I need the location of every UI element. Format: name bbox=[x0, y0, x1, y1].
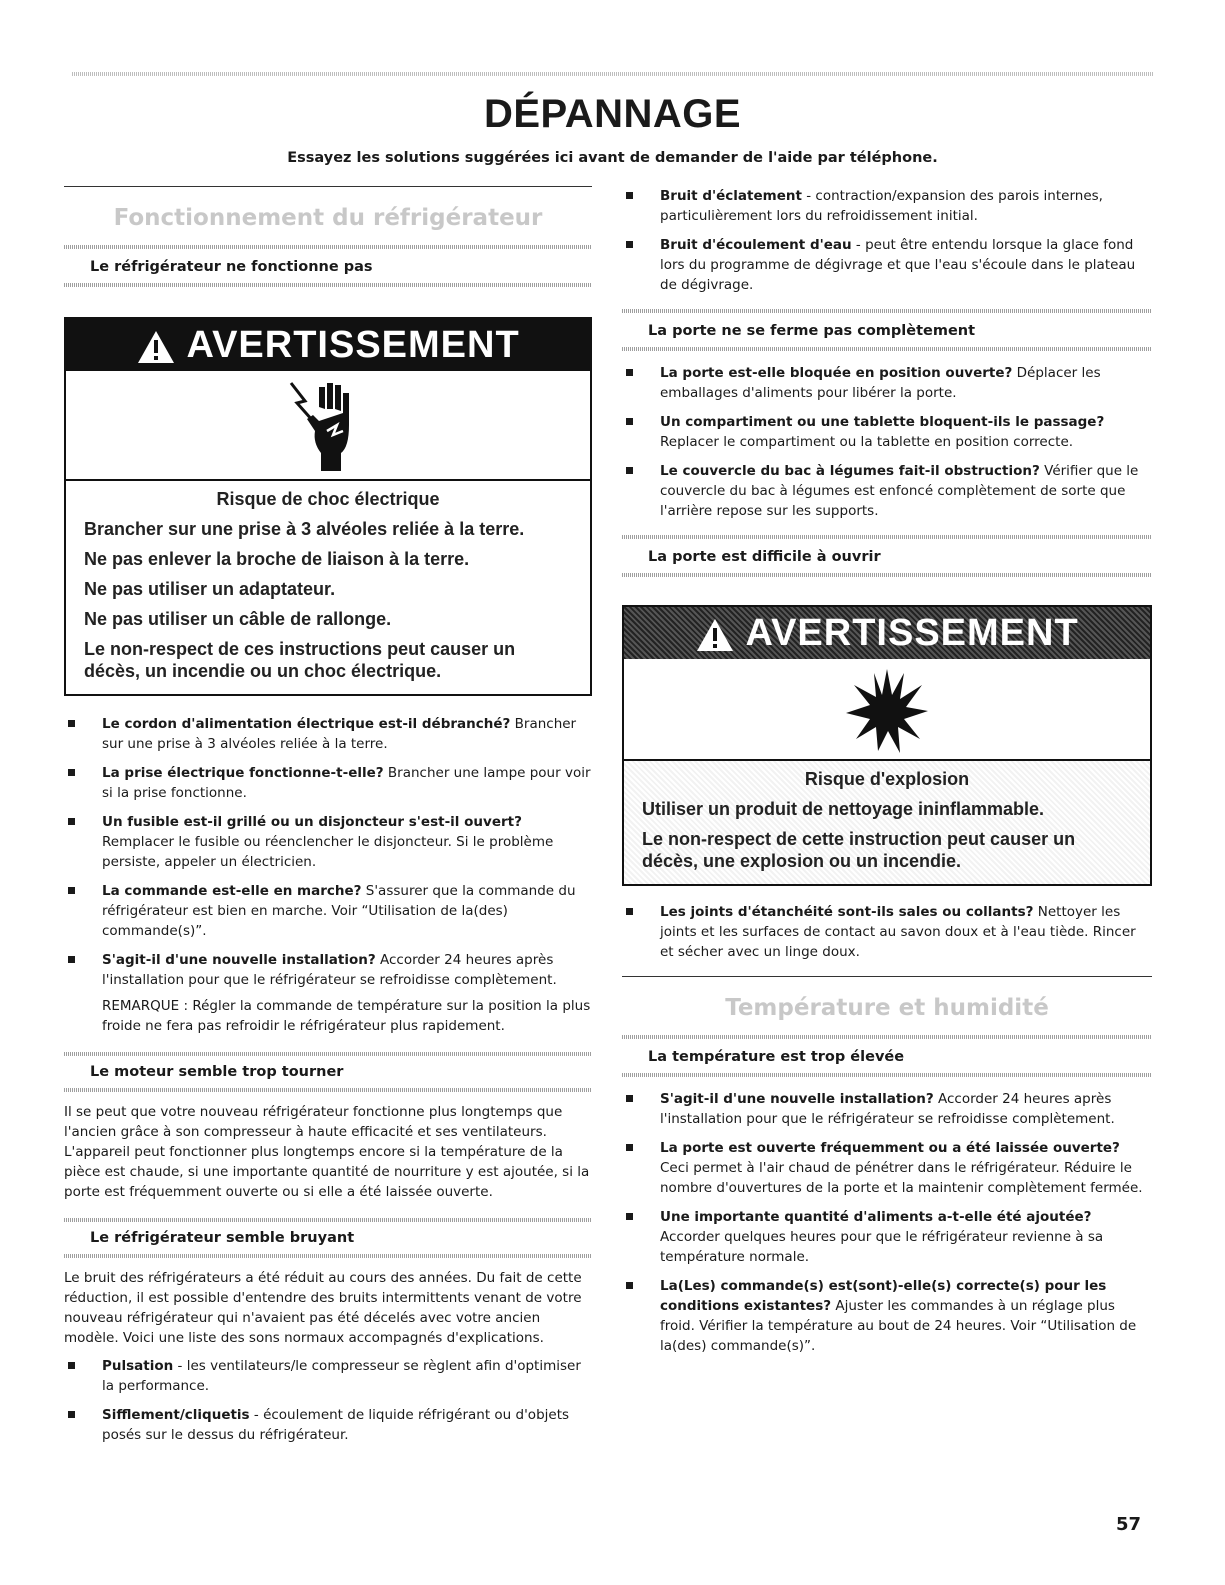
warning-line: Le non-respect de ces instructions peut causer un décès, un incendie ou un choc électrique. bbox=[84, 639, 516, 681]
warning-risk-title: Risque de choc électrique bbox=[216, 489, 440, 509]
list-item: Un compartiment ou une tablette bloquent-ils le passage? Replacer le compartiment ou la tablette en position correcte. bbox=[622, 412, 1152, 452]
top-dotted-rule bbox=[72, 72, 1153, 76]
list-item: Une importante quantité d'aliments a-t-elle été ajoutée? Accorder quelques heures pour que le réfrigérateur revienne à sa température normale. bbox=[622, 1207, 1152, 1267]
bullet-list bbox=[622, 363, 1152, 521]
subhead-ne-fonctionne-pas: Le réfrigérateur ne fonctionne pas bbox=[90, 259, 373, 275]
list-item: La(Les) commande(s) est(sont)-elle(s) correcte(s) pour les conditions existantes? Ajuster les commandes à un réglage plus froid. Vérifier la température au bout de 24 heures. Voir “Utilisation de la(des) commande(s)”. bbox=[622, 1276, 1152, 1356]
bullet-list bbox=[64, 1356, 592, 1445]
section-rule bbox=[622, 976, 1152, 977]
list-item: Bruit d'éclatement - contraction/expansion des parois internes, particulièrement lors du refroidissement initial. bbox=[622, 186, 1152, 226]
list-item: Bruit d'écoulement d'eau - peut être entendu lorsque la glace fond lors du programme de dégivrage et que l'eau s'écoule dans le plateau de dégivrage. bbox=[622, 235, 1152, 295]
warning-header: AVERTISSEMENT bbox=[66, 319, 590, 371]
section-title-fonctionnement: Fonctionnement du réfrigérateur bbox=[113, 205, 543, 231]
left-column bbox=[64, 186, 592, 1454]
warning-line: Brancher sur une prise à 3 alvéoles reliée à la terre. bbox=[84, 519, 525, 539]
dotted-rule bbox=[64, 283, 592, 287]
dotted-rule bbox=[64, 1052, 592, 1056]
paragraph: Il se peut que votre nouveau réfrigérateur fonctionne plus longtemps que l'ancien grâce à son compresseur à haute efficacité et ses ventilateurs. L'appareil peut fonctionner plus longtemps encore si la température de la pièce est chaude, si une importante quantité de nourriture y est ajoutée, si la porte est fréquemment ouverte ou si elle a été laissée ouverte. bbox=[64, 1104, 590, 1200]
warning-line: Ne pas utiliser un câble de rallonge. bbox=[84, 609, 392, 629]
subhead-moteur: Le moteur semble trop tourner bbox=[90, 1064, 344, 1080]
list-item: Sifflement/cliquetis - écoulement de liquide réfrigérant ou d'objets posés sur le dessus du réfrigérateur. bbox=[64, 1405, 592, 1445]
section-rule bbox=[64, 186, 592, 187]
warning-body bbox=[66, 481, 590, 694]
bullet-list bbox=[64, 714, 592, 990]
list-item: Un fusible est-il grillé ou un disjoncteur s'est-il ouvert? Remplacer le fusible ou réenclencher le disjoncteur. Si le problème persiste, appeler un électricien. bbox=[64, 812, 592, 872]
bullet-list bbox=[622, 186, 1152, 295]
warning-triangle-icon bbox=[136, 329, 176, 365]
list-item: Les joints d'étanchéité sont-ils sales ou collants? Nettoyer les joints et les surfaces de contact au savon doux et à l'eau tiède. Rincer et sécher avec un linge doux. bbox=[622, 902, 1152, 962]
note-text: REMARQUE : Régler la commande de température sur la position la plus froide ne fera pas refroidir le réfrigérateur plus rapidement. bbox=[102, 998, 591, 1034]
list-item: S'agit-il d'une nouvelle installation? Accorder 24 heures après l'installation pour que le réfrigérateur se refroidisse complètement. bbox=[64, 950, 592, 990]
right-column bbox=[622, 186, 1152, 1365]
dotted-rule bbox=[64, 1254, 592, 1258]
list-item: Le couvercle du bac à légumes fait-il obstruction? Vérifier que le couvercle du bac à légumes est enfoncé complètement de sorte que l'arrière repose sur les supports. bbox=[622, 461, 1152, 521]
dotted-rule bbox=[64, 245, 592, 249]
list-item: Pulsation - les ventilateurs/le compresseur se règlent afin d'optimiser la performance. bbox=[64, 1356, 592, 1396]
explosion-icon bbox=[842, 665, 932, 757]
list-item: La porte est-elle bloquée en position ouverte? Déplacer les emballages d'aliments pour libérer la porte. bbox=[622, 363, 1152, 403]
dotted-rule bbox=[64, 1088, 592, 1092]
warning-body bbox=[624, 761, 1150, 884]
dotted-rule bbox=[622, 535, 1152, 539]
warning-icon-area bbox=[66, 371, 590, 481]
warning-triangle-icon bbox=[695, 617, 735, 653]
warning-box-explosion bbox=[622, 605, 1152, 886]
bullet-list bbox=[622, 902, 1152, 962]
list-item: S'agit-il d'une nouvelle installation? Accorder 24 heures après l'installation pour que le réfrigérateur se refroidisse complètement. bbox=[622, 1089, 1152, 1129]
warning-line: Utiliser un produit de nettoyage ininflammable. bbox=[642, 799, 1045, 819]
page-number: 57 bbox=[1115, 1514, 1141, 1535]
warning-icon-area bbox=[624, 659, 1150, 761]
list-item: La commande est-elle en marche? S'assurer que la commande du réfrigérateur est bien en marche. Voir “Utilisation de la(des) commande(s)”. bbox=[64, 881, 592, 941]
warning-risk-title: Risque d'explosion bbox=[804, 769, 970, 789]
page-title: DÉPANNAGE bbox=[483, 92, 742, 136]
paragraph: Le bruit des réfrigérateurs a été réduit au cours des années. Du fait de cette réduction, il est possible d'entendre des bruits intermittents venant de votre nouveau réfrigérateur qui n'avaient pas été décelés avec votre ancien modèle. Voici une liste des sons normaux accompagnés d'explications. bbox=[64, 1270, 582, 1346]
subhead-porte-difficile: La porte est difficile à ouvrir bbox=[648, 549, 881, 565]
subhead-bruyant: Le réfrigérateur semble bruyant bbox=[90, 1230, 355, 1246]
dotted-rule bbox=[622, 573, 1152, 577]
list-item: La prise électrique fonctionne-t-elle? Brancher une lampe pour voir si la prise fonctionne. bbox=[64, 763, 592, 803]
subhead-porte-ferme: La porte ne se ferme pas complètement bbox=[648, 323, 976, 339]
section-title-temperature: Température et humidité bbox=[725, 995, 1049, 1021]
dotted-rule bbox=[64, 1218, 592, 1222]
warning-line: Ne pas utiliser un adaptateur. bbox=[84, 579, 336, 599]
dotted-rule bbox=[622, 309, 1152, 313]
warning-box-electric bbox=[64, 317, 592, 696]
list-item: La porte est ouverte fréquemment ou a été laissée ouverte? Ceci permet à l'air chaud de pénétrer dans le réfrigérateur. Réduire le nombre d'ouvertures de la porte et la maintenir complètement fermée. bbox=[622, 1138, 1152, 1198]
subhead-temperature-elevee: La température est trop élevée bbox=[648, 1049, 905, 1065]
dotted-rule bbox=[622, 1073, 1152, 1077]
warning-line: Ne pas enlever la broche de liaison à la terre. bbox=[84, 549, 470, 569]
warning-header: AVERTISSEMENT bbox=[624, 607, 1150, 659]
bullet-list bbox=[622, 1089, 1152, 1356]
page-subtitle: Essayez les solutions suggérées ici avant de demander de l'aide par téléphone. bbox=[287, 150, 938, 166]
dotted-rule bbox=[622, 1035, 1152, 1039]
list-item: Le cordon d'alimentation électrique est-il débranché? Brancher sur une prise à 3 alvéoles reliée à la terre. bbox=[64, 714, 592, 754]
dotted-rule bbox=[622, 347, 1152, 351]
warning-line: Le non-respect de cette instruction peut causer un décès, une explosion ou un incendie. bbox=[642, 829, 1076, 871]
electric-shock-icon bbox=[283, 377, 373, 477]
